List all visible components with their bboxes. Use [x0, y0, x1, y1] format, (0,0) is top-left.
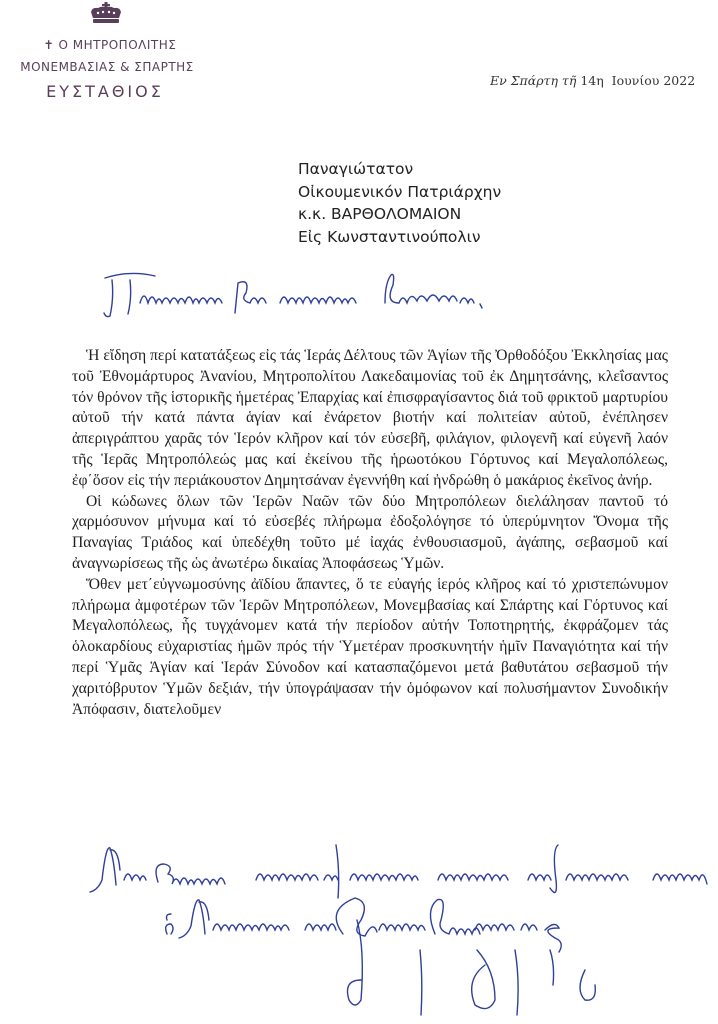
date-day: 14η [580, 73, 604, 88]
body-paragraph: Ὅθεν μετ΄εὐγνωμοσύνης ἀϊδίου ἅπαντες, ὅ τε εὐαγής ἱερός κλῆρος καί τό χριστεπώνυμον πλήρωμα ἀμφοτέρων τῶν Ἱερῶν Μητροπόλεων, Μονεμβασίας καί Σπάρτης καί Γόρτυνος καί Μεγαλοπόλεως, ἧς τυγχάνομεν κατά τήν περίοδον αὐτήν Τοποτηρητής, ἐκφράζομεν τάς ὁλοκαρδίους εὐχαριστίας ἡμῶν πρός τήν Ὑμετέραν προσκυνητήν ἡμῖν Παναγιότητα καί τήν περί Ὑμᾶς Ἁγίαν καί Ἱεράν Σύνοδον καί κατασπαζόμενοι μετά βαθυτάτου σεβασμοῦ τήν χαριτόβρυτον Ὑμῶν δεξιάν, τήν ὑπογράψασαν τήν ὁμόφωνον καί πολυσήμαντον Συνοδικήν Ἀπόφασιν, διατελοῦμεν [72, 575, 668, 718]
addressee-line: Παναγιώτατον [298, 160, 414, 178]
addressee-block [298, 158, 501, 248]
letter-body [72, 346, 668, 720]
signature-scribble [165, 890, 645, 1020]
addressee-line: Οἰκουμενικόν Πατριάρχην [298, 182, 502, 201]
addressee-line: Εἰς Κωνσταντινούπολιν [298, 227, 481, 246]
letterhead-see: ΜΟΝΕΜΒΑΣΙΑΣ & ΣΠΑΡΤΗΣ [20, 60, 194, 74]
body-paragraph: Ἡ εἴδηση περί κατατάξεως εἰς τάς Ἱεράς Δέλτους τῶν Ἁγίων τῆς Ὀρθοδόξου Ἐκκλησίας μας τοῦ Ἐθνομάρτυρος Ἀνανίου, Μητροπολίτου Λακεδαιμονίας τοῦ ἐκ Δημητσάνης, κλεΐσαντος τόν θρόνον τῆς ἱστορικῆς ἡμετέρας Ἐπαρχίας καί ἐπισφραγίσαντος διά τοῦ φρικτοῦ μαρτυρίου αὐτοῦ τήν κατά πάντα ἁγίαν καί ἐνάρετον βιοτήν καί πολιτείαν αὐτοῦ, ἐνέπλησεν ἀπεριγράπτου χαρᾶς τόν Ἱερόν κλῆρον καί τόν εὐσεβῆ, φιλάγιον, φιλογενῆ καί εὐγενῆ λαόν τῆς Ἱερᾶς Μητροπόλεώς μας καί ἐκείνου τῆς ἡρωοτόκου Γόρτυνος καί Μεγαλοπόλεως, ἐφ΄ὅσον εἰς τήν περιάκουστον Δημητσάναν ἐγεννήθη καί ἠνδρώθη ὁ μακάριος ἐκεῖνος ἀνήρ. [72, 347, 668, 489]
letter-date [490, 73, 695, 88]
date-month-year: Ιουνίου 2022 [611, 73, 696, 88]
date-prefix: Εν Σπάρτη τῆ [490, 73, 577, 88]
handwritten-salutation [100, 268, 660, 323]
handwritten-signature [165, 890, 645, 1020]
body-paragraph: Οἱ κώδωνες ὅλων τῶν Ἱερῶν Ναῶν τῶν δύο Μητροπόλεων διελάλησαν παντοῦ τό χαρμόσυνον μήνυμα καί τό εὐσεβές πλήρωμα ἐδοξολόγησε τό ὑπερύμνητον Ὄνομα τῆς Παναγίας Τριάδος καί ὑπεδέχθη τοῦτο μέ ἰαχάς ἐνθουσιασμοῦ, ἀγάπης, σεβασμοῦ καί ἀναγνωρίσεως τῆς ὡς ἀνωτέρω δικαίας Ἀποφάσεως Ὑμῶν. [72, 492, 668, 572]
addressee-line: κ.κ. ΒΑΡΘΟΛΟΜΑΙΟΝ [298, 205, 462, 223]
crown-icon [89, 2, 123, 24]
letterhead-name: ΕΥΣΤΑΘΙΟΣ [46, 82, 164, 101]
letterhead-title: ✝ Ο ΜΗΤΡΟΠΟΛΙΤΗΣ [43, 38, 177, 52]
